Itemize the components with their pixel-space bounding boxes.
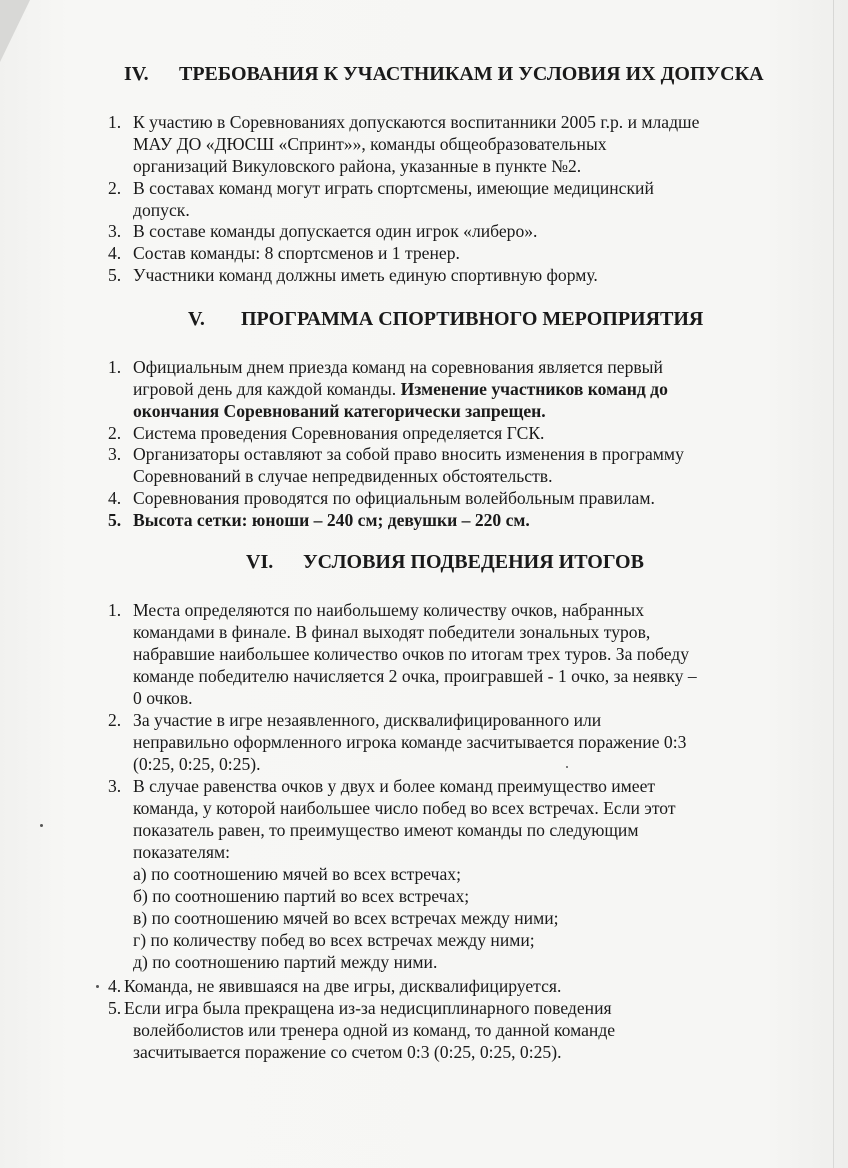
list-item-line: В случае равенства очков у двух и более команд преимущество имеет [133,776,656,796]
item-number: 2. [108,423,122,443]
list-item-text: игровой день для каждой команды. [133,379,397,399]
list-item-line: Команда, не явившаяся на две игры, дисквалифицируется. [124,976,562,996]
list-item-line: показателям: [133,842,230,862]
sub-criterion-e: д) по соотношению партий между ними. [133,952,438,972]
list-item-line: показатель равен, то преимущество имеют команды по следующим [133,820,639,840]
list-item-line: Состав команды: 8 спортсменов и 1 тренер. [133,243,460,263]
list-item-line: Соревнований в случае непредвиденных обстоятельств. [133,466,553,486]
item-number: 2. [108,710,122,730]
section-v-heading [188,308,703,331]
list-item-line: команда, у которой наибольшее число побед во всех встречах. Если этот [133,798,676,818]
list-item-line [133,378,668,400]
item-number: 4. [108,243,122,263]
bold-notice-line: окончания Соревнований категорически запрещен. [133,401,546,421]
list-item-line: Если игра была прекращена из-за недисциплинарного поведения [124,998,612,1018]
folded-corner [0,0,30,62]
list-item-line: командами в финале. В финал выходят победители зональных туров, [133,622,651,642]
list-item-line: засчитывается поражение со счетом 0:3 (0:25, 0:25, 0:25). [133,1042,562,1062]
list-item-line: команде победителю начисляется 2 очка, проигравшей - 1 очко, за неявку – [133,666,697,686]
item-number: 5. [108,510,122,530]
list-item-line: набравшие наибольшее количество очков по итогам трех туров. За победу [133,644,690,664]
item-number: 3. [108,444,122,464]
item-number: 4. [108,976,122,996]
list-item-line: За участие в игре незаявленного, дисквалифицированного или [133,710,602,730]
page-edge-shadow [833,0,834,1168]
list-item-line: неправильно оформленного игрока команде засчитывается поражение 0:3 [133,732,687,752]
item-number: 1. [108,600,122,620]
list-item-line: В составах команд могут играть спортсмены, имеющие медицинский [133,178,654,198]
item-number: 3. [108,776,122,796]
sub-criterion-b: б) по соотношению партий во всех встречах; [133,886,470,906]
sub-criterion-c: в) по соотношению мячей во всех встречах между ними; [133,908,559,928]
bold-notice: Изменение участников команд до [400,379,668,399]
item-number: 2. [108,178,122,198]
section-iv-number: IV. [124,63,149,85]
list-item-line: Официальным днем приезда команд на соревнования является первый [133,357,663,377]
list-item-line: Соревнования проводятся по официальным волейбольным правилам. [133,488,655,508]
scan-speck [566,766,568,768]
section-vi-title: УСЛОВИЯ ПОДВЕДЕНИЯ ИТОГОВ [303,551,644,573]
section-vi-number: VI. [246,551,274,573]
item-number: 4. [108,488,122,508]
sub-criterion-a: а) по соотношению мячей во всех встречах; [133,864,461,884]
list-item-line: В составе команды допускается один игрок «либеро». [133,221,538,241]
list-item-line: 0 очков. [133,688,193,708]
sub-criterion-d: г) по количеству побед во всех встречах между ними; [133,930,535,950]
section-vi-heading [246,551,644,574]
list-item-line: К участию в Соревнованиях допускаются воспитанники 2005 г.р. и младше [133,112,700,132]
section-iv-heading [124,63,764,86]
list-item-line: Система проведения Соревнования определяется ГСК. [133,423,545,443]
item-number: 3. [108,221,122,241]
scan-speck [96,985,99,988]
section-v-number: V. [188,308,205,330]
list-item-line: МАУ ДО «ДЮСШ «Спринт»», команды общеобразовательных [133,134,607,154]
list-item-line: Места определяются по наибольшему количеству очков, набранных [133,600,645,620]
net-height-line: Высота сетки: юноши – 240 см; девушки – 220 см. [133,510,530,530]
item-number: 1. [108,357,122,377]
list-item-line: допуск. [133,200,190,220]
list-item-line: организаций Викуловского района, указанные в пункте №2. [133,156,582,176]
section-iv-title: ТРЕБОВАНИЯ К УЧАСТНИКАМ И УСЛОВИЯ ИХ ДОПУСКА [179,63,764,85]
item-number: 1. [108,112,122,132]
section-v-title: ПРОГРАММА СПОРТИВНОГО МЕРОПРИЯТИЯ [241,308,704,330]
list-item-line: (0:25, 0:25, 0:25). [133,754,261,774]
list-item-line: Участники команд должны иметь единую спортивную форму. [133,265,598,285]
list-item-line: Организаторы оставляют за собой право вносить изменения в программу [133,444,684,464]
scan-speck [40,824,43,827]
item-number: 5. [108,998,122,1018]
item-number: 5. [108,265,122,285]
list-item-line: волейболистов или тренера одной из команд, то данной команде [133,1020,616,1040]
